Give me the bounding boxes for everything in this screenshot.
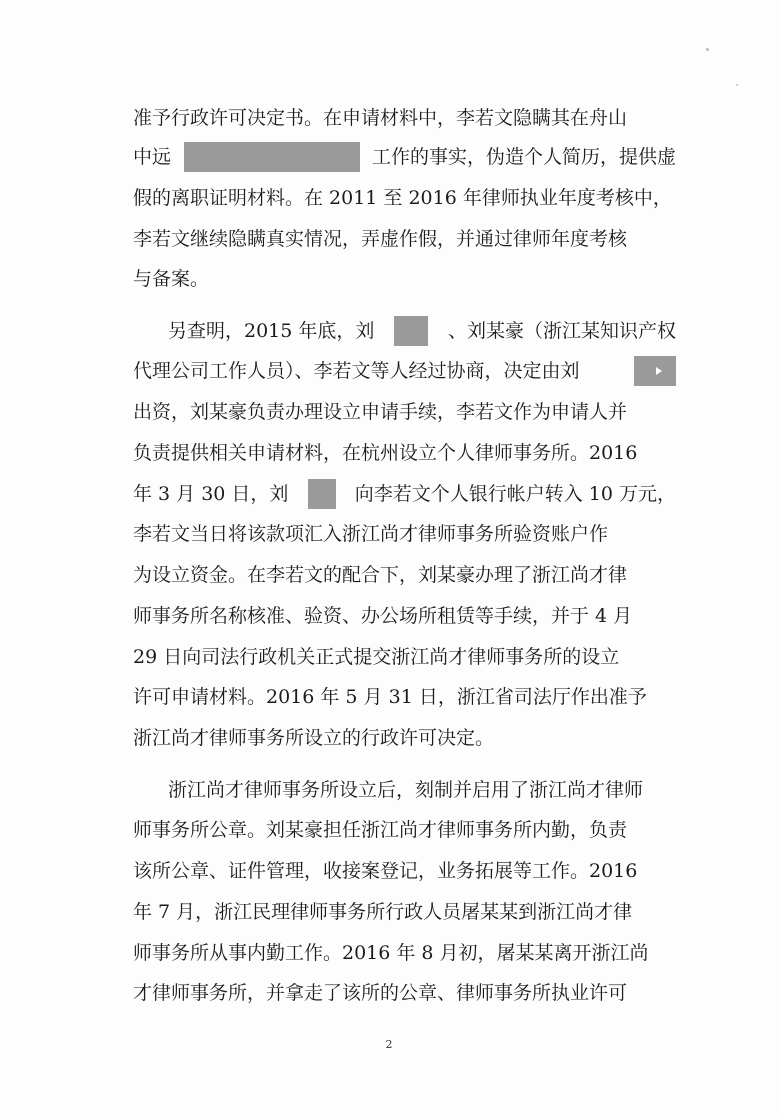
text-line bbox=[133, 642, 676, 672]
text-segment: 中远 bbox=[133, 146, 172, 168]
text-line bbox=[133, 224, 676, 254]
text-line bbox=[133, 479, 676, 509]
text-segment: 浙江尚才律师事务所设立的行政许可决定。 bbox=[133, 727, 495, 749]
text-segment: 师事务所从事内勤工作。2016 年 8 月初，屠某某离开浙江尚 bbox=[133, 942, 649, 964]
text-segment: 与备案。 bbox=[133, 268, 210, 290]
text-segment: 向李若文个人银行帐户转入 10 万元， bbox=[354, 483, 676, 505]
text-segment: 该所公章、证件管理，收接案登记，业务拓展等工作。2016 bbox=[133, 860, 638, 882]
page-number: 2 bbox=[385, 1038, 393, 1051]
text-line bbox=[133, 856, 676, 886]
text-segment: 工作的事实，伪造个人简历，提供虚 bbox=[371, 146, 676, 168]
text-line bbox=[133, 560, 676, 590]
text-segment: 年 3 月 30 日，刘 bbox=[133, 483, 289, 505]
text-segment: 、刘某豪（浙江某知识产权 bbox=[447, 320, 676, 342]
text-segment: 代理公司工作人员）、李若文等人经过协商，决定由刘 bbox=[133, 360, 580, 382]
text-segment: 李若文继续隐瞒真实情况，弄虚作假，并通过律师年度考核 bbox=[133, 228, 628, 250]
text-segment: 准予行政许可决定书。在申请材料中，李若文隐瞒其在舟山 bbox=[133, 107, 628, 129]
scan-speck bbox=[736, 84, 738, 86]
text-segment: 师事务所公章。刘某豪担任浙江尚才律师事务所内勤，负责 bbox=[133, 819, 628, 841]
redaction-block bbox=[394, 316, 428, 346]
text-line bbox=[133, 264, 209, 294]
text-segment: 29 日向司法行政机关正式提交浙江尚才律师事务所的设立 bbox=[133, 646, 620, 668]
redaction-block bbox=[308, 479, 336, 509]
text-segment: 年 7 月，浙江民理律师事务所行政人员屠某某到浙江尚才律 bbox=[133, 901, 633, 923]
text-segment: 才律师事务所，并拿走了该所的公章、律师事务所执业许可 bbox=[133, 982, 628, 1004]
text-line bbox=[133, 815, 676, 845]
text-line bbox=[133, 897, 676, 927]
text-segment: 为设立资金。在李若文的配合下，刘某豪办理了浙江尚才律 bbox=[133, 564, 628, 586]
text-segment: 师事务所名称核准、验资、办公场所租赁等手续，并于 4 月 bbox=[133, 605, 633, 627]
text-segment: 另查明，2015 年底，刘 bbox=[168, 320, 375, 342]
text-line bbox=[133, 183, 676, 213]
text-line bbox=[133, 682, 676, 712]
text-line bbox=[133, 397, 676, 427]
text-line bbox=[168, 775, 676, 805]
text-line bbox=[133, 103, 676, 133]
text-segment: 假的离职证明材料。在 2011 至 2016 年律师执业年度考核中， bbox=[133, 187, 672, 209]
scan-speck bbox=[706, 48, 709, 51]
text-segment: 许可申请材料。2016 年 5 月 31 日，浙江省司法厅作出准予 bbox=[133, 686, 647, 708]
text-line bbox=[133, 438, 676, 468]
text-line bbox=[133, 601, 676, 631]
redaction-block bbox=[634, 356, 676, 386]
text-line bbox=[133, 142, 676, 172]
text-line bbox=[133, 978, 676, 1008]
text-segment: 出资，刘某豪负责办理设立申请手续，李若文作为申请人并 bbox=[133, 401, 628, 423]
text-line bbox=[133, 519, 676, 549]
text-segment: 浙江尚才律师事务所设立后，刻制并启用了浙江尚才律师 bbox=[168, 779, 644, 801]
text-line bbox=[133, 356, 676, 386]
text-line bbox=[168, 316, 676, 346]
text-segment: 负责提供相关申请材料，在杭州设立个人律师事务所。2016 bbox=[133, 442, 638, 464]
redaction-block bbox=[184, 142, 360, 172]
text-line bbox=[133, 938, 676, 968]
text-line bbox=[133, 723, 494, 753]
text-segment: 李若文当日将该款项汇入浙江尚才律师事务所验资账户作 bbox=[133, 523, 609, 545]
